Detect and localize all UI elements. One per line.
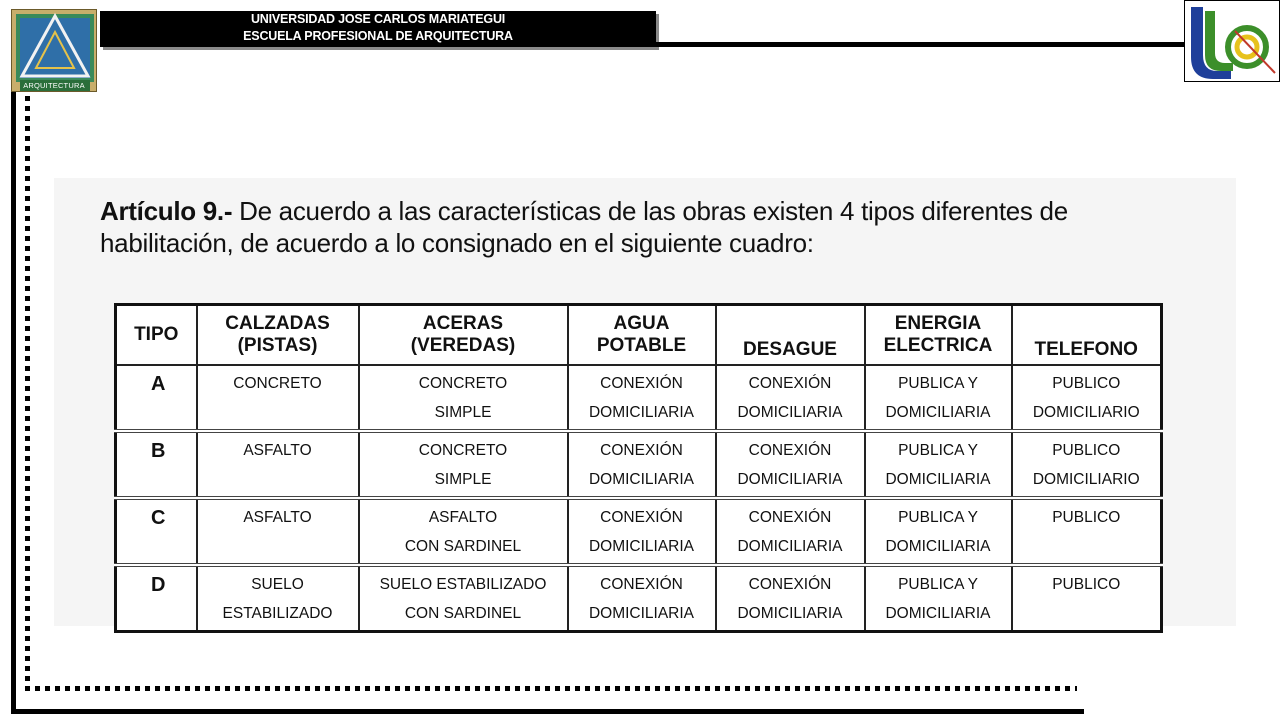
- column-header-telefono: [1012, 305, 1162, 366]
- column-header-aceras: [359, 305, 568, 366]
- habilitacion-table: [114, 303, 1163, 633]
- cell-line: PUBLICO: [1052, 509, 1121, 526]
- header-line: CALZADAS: [225, 313, 330, 334]
- cell-line: DOMICILIARIA: [737, 404, 843, 421]
- cell-line: DOMICILIARIA: [588, 471, 695, 488]
- frame-left-bar: [11, 92, 16, 714]
- calzadas-cell: [197, 498, 359, 565]
- article-paragraph: [100, 195, 1190, 259]
- header-line: TIPO: [134, 324, 179, 345]
- desague-cell: [716, 565, 865, 632]
- article-label: Artículo 9.-: [100, 196, 233, 226]
- header-rule: [656, 42, 1186, 47]
- cell-line: CONCRETO: [418, 442, 508, 459]
- cell-line: DOMICILIARIA: [588, 538, 695, 555]
- energia-cell: [865, 565, 1012, 632]
- telefono-cell: [1012, 565, 1162, 632]
- cell-line: CONEXIÓN: [748, 442, 832, 459]
- table-header-row: [116, 305, 1162, 366]
- cell-line: DOMICILIARIO: [1032, 404, 1140, 421]
- cell-line: SIMPLE: [434, 471, 492, 488]
- column-header-energia: [865, 305, 1012, 366]
- cell-line: CONEXIÓN: [600, 442, 683, 459]
- column-header-calzadas: [197, 305, 359, 366]
- header-line: (VEREDAS): [410, 335, 516, 356]
- cell-line: DOMICILIARIA: [588, 605, 695, 622]
- cell-line: PUBLICO: [1052, 375, 1121, 392]
- cell-line: CON SARDINEL: [404, 538, 522, 555]
- header-line: (PISTAS): [237, 335, 318, 356]
- frame-bottom-bar: [11, 709, 1084, 714]
- calzadas-cell: [197, 365, 359, 431]
- energia-cell: [865, 431, 1012, 498]
- aceras-cell: [359, 498, 568, 565]
- aceras-cell: [359, 431, 568, 498]
- cell-line: DOMICILIARIA: [885, 538, 991, 555]
- cell-line: DOMICILIARIO: [1032, 471, 1140, 488]
- cell-line: DOMICILIARIA: [885, 404, 991, 421]
- cell-line: CON SARDINEL: [404, 605, 522, 622]
- desague-cell: [716, 431, 865, 498]
- cell-line: PUBLICA Y: [898, 375, 978, 392]
- calzadas-cell: [197, 431, 359, 498]
- cell-line: CONCRETO: [233, 375, 322, 392]
- calzadas-cell: [197, 565, 359, 632]
- dotted-border-left: [25, 96, 30, 688]
- cell-line: DOMICILIARIA: [885, 605, 991, 622]
- energia-cell: [865, 498, 1012, 565]
- header-line: DESAGUE: [743, 339, 837, 360]
- table-row: [116, 431, 1162, 498]
- cell-line: ASFALTO: [243, 442, 312, 459]
- aceras-cell: [359, 365, 568, 431]
- tipo-cell: A: [116, 365, 197, 431]
- agua-cell: [568, 498, 716, 565]
- table-row: [116, 498, 1162, 565]
- desague-cell: [716, 365, 865, 431]
- aceras-cell: [359, 565, 568, 632]
- cell-line: SIMPLE: [434, 404, 492, 421]
- tipo-cell: C: [116, 498, 197, 565]
- telefono-cell: [1012, 365, 1162, 431]
- header-line: ELECTRICA: [883, 335, 993, 356]
- telefono-cell: [1012, 498, 1162, 565]
- table-row: [116, 365, 1162, 431]
- cell-line: SUELO ESTABILIZADO: [379, 576, 547, 593]
- cell-line: ESTABILIZADO: [222, 605, 333, 622]
- cell-line: CONEXIÓN: [600, 509, 683, 526]
- cell-line: PUBLICO: [1052, 442, 1121, 459]
- tipo-cell: D: [116, 565, 197, 632]
- cell-line: PUBLICA Y: [898, 576, 978, 593]
- table-row: [116, 565, 1162, 632]
- telefono-cell: [1012, 431, 1162, 498]
- cell-line: CONEXIÓN: [600, 375, 683, 392]
- header-line: ENERGIA: [894, 313, 982, 334]
- cell-line: DOMICILIARIA: [737, 538, 843, 555]
- university-name: UNIVERSIDAD JOSE CARLOS MARIATEGUI: [250, 12, 506, 26]
- cell-line: DOMICILIARIA: [737, 605, 843, 622]
- column-header-agua: [568, 305, 716, 366]
- cell-line: CONEXIÓN: [600, 576, 683, 593]
- cell-line: CONEXIÓN: [748, 375, 832, 392]
- cell-line: CONEXIÓN: [748, 576, 832, 593]
- desague-cell: [716, 498, 865, 565]
- logo-caption: ARQUITECTURA: [23, 81, 85, 90]
- cell-line: DOMICILIARIA: [737, 471, 843, 488]
- cell-line: DOMICILIARIA: [885, 471, 991, 488]
- energia-cell: [865, 365, 1012, 431]
- architecture-school-logo-icon: [11, 9, 97, 92]
- cell-line: PUBLICA Y: [898, 442, 978, 459]
- agua-cell: [568, 365, 716, 431]
- header-line: TELEFONO: [1034, 339, 1138, 360]
- cell-line: PUBLICA Y: [898, 509, 978, 526]
- article-text: De acuerdo a las características de las obras existen 4 tipos diferentes de habilitación, de acuerdo a lo consignado en el siguiente cuadro:: [100, 196, 1068, 258]
- header-line: ACERAS: [422, 313, 504, 334]
- tipo-cell: B: [116, 431, 197, 498]
- cell-line: CONCRETO: [418, 375, 508, 392]
- cell-line: DOMICILIARIA: [588, 404, 695, 421]
- cell-line: SUELO: [251, 576, 304, 593]
- agua-cell: [568, 431, 716, 498]
- header-line: AGUA: [613, 313, 670, 334]
- header-banner: [100, 11, 656, 47]
- cell-line: PUBLICO: [1052, 576, 1121, 593]
- agua-cell: [568, 565, 716, 632]
- university-ujcm-logo-icon: [1184, 0, 1280, 82]
- cell-line: CONEXIÓN: [748, 509, 832, 526]
- header-line: POTABLE: [596, 335, 687, 356]
- cell-line: ASFALTO: [428, 509, 498, 526]
- column-header-tipo: [116, 305, 197, 366]
- cell-line: ASFALTO: [243, 509, 312, 526]
- column-header-desague: [716, 305, 865, 366]
- school-name: ESCUELA PROFESIONAL DE ARQUITECTURA: [243, 29, 513, 43]
- dotted-border-bottom: [25, 686, 1077, 691]
